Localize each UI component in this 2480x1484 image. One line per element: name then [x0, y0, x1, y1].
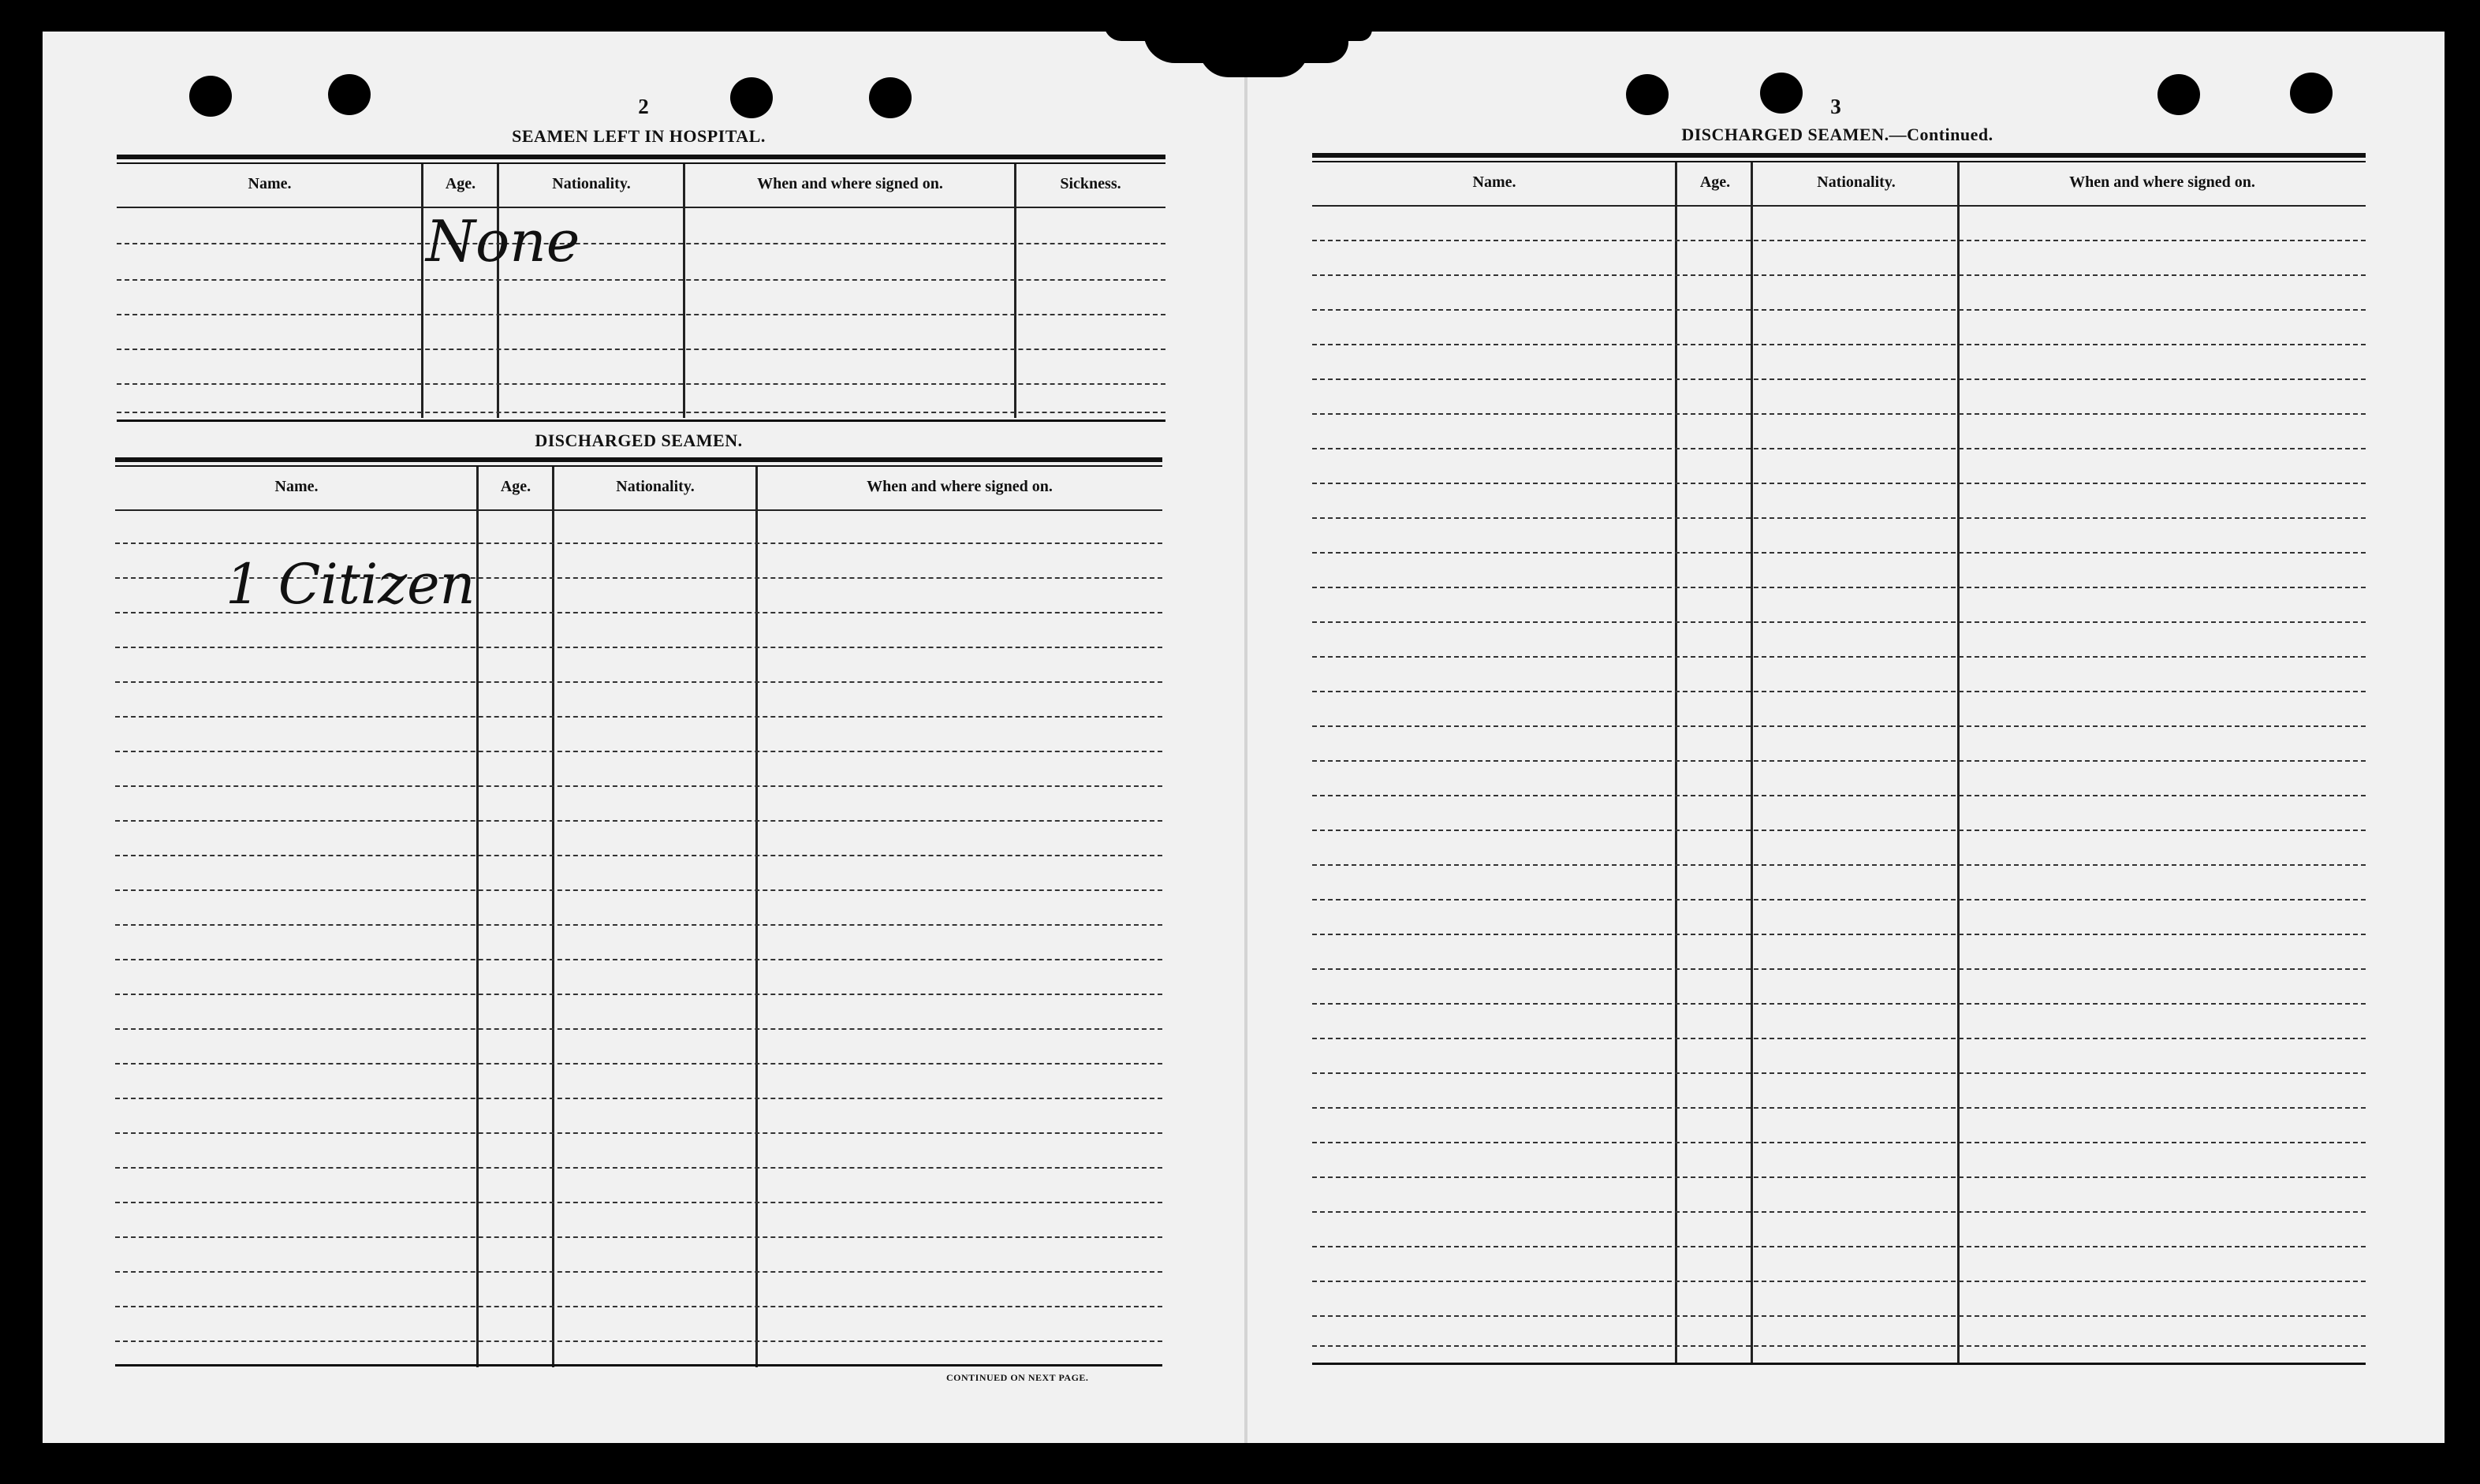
- table-row: [1312, 240, 2366, 241]
- table-row: [115, 1236, 1162, 1238]
- table-row: [1312, 760, 2366, 762]
- table-row: [115, 1028, 1162, 1030]
- column-header-signed-on: When and where signed on.: [867, 478, 1053, 495]
- table-row: [1312, 934, 2366, 935]
- table-row: [1312, 725, 2366, 727]
- table-row: [1312, 1211, 2366, 1213]
- column-header-age: Age.: [1699, 173, 1731, 191]
- table-row: [1312, 1003, 2366, 1005]
- table-row: [1312, 1315, 2366, 1317]
- torn-edge: [1199, 47, 1309, 77]
- table-row: [115, 751, 1162, 752]
- table-row: [115, 889, 1162, 891]
- table-row: [1312, 1246, 2366, 1247]
- table-row: [115, 1132, 1162, 1134]
- table-row: [115, 1063, 1162, 1065]
- table-row: [1312, 1107, 2366, 1109]
- binding-hole: [189, 76, 232, 117]
- table-row: [115, 543, 1162, 544]
- handwritten-none: None: [426, 208, 580, 274]
- table-row: [1312, 968, 2366, 970]
- column-header-name: Name.: [274, 478, 319, 495]
- table-row: [1312, 517, 2366, 519]
- table-row: [115, 1306, 1162, 1307]
- table-row: [1312, 344, 2366, 345]
- table-row: [1312, 483, 2366, 484]
- column-header-sickness: Sickness.: [1060, 175, 1121, 192]
- binding-hole: [869, 77, 912, 118]
- column-header-name: Name.: [248, 175, 292, 192]
- table-row: [117, 349, 1165, 350]
- table-row: [115, 1271, 1162, 1273]
- table-row: [115, 681, 1162, 683]
- table-row: [115, 820, 1162, 822]
- table-row: [115, 1202, 1162, 1203]
- table-row: [1312, 1072, 2366, 1074]
- table-row: [1312, 899, 2366, 900]
- hospital-table: [117, 155, 1165, 423]
- column-header-signed-on: When and where signed on.: [2069, 173, 2255, 191]
- binding-hole: [1626, 74, 1669, 115]
- table-row: [1312, 1142, 2366, 1143]
- table-row: [117, 412, 1165, 413]
- table-row: [1312, 1281, 2366, 1282]
- page-number: 2: [638, 95, 649, 118]
- page-number: 3: [1830, 95, 1841, 118]
- table-row: [117, 383, 1165, 385]
- table-row: [1312, 864, 2366, 866]
- discharged-continued-title: DISCHARGED SEAMEN.—Continued.: [1681, 125, 1993, 144]
- table-row: [115, 924, 1162, 926]
- table-row: [117, 314, 1165, 315]
- table-row: [115, 1167, 1162, 1169]
- table-row: [115, 855, 1162, 856]
- column-header-nationality: Nationality.: [1817, 173, 1896, 191]
- binding-hole: [328, 74, 371, 115]
- hospital-section-title: SEAMEN LEFT IN HOSPITAL.: [512, 126, 766, 146]
- table-row: [115, 785, 1162, 787]
- table-row: [117, 279, 1165, 281]
- binding-hole: [2157, 74, 2200, 115]
- table-row: [115, 647, 1162, 648]
- table-row: [115, 1340, 1162, 1342]
- table-row: [115, 1098, 1162, 1099]
- table-row: [1312, 587, 2366, 588]
- discharged-continued-table: [1312, 153, 2366, 1367]
- column-header-nationality: Nationality.: [616, 478, 695, 495]
- table-row: [115, 994, 1162, 995]
- table-row: [1312, 621, 2366, 623]
- column-header-nationality: Nationality.: [552, 175, 631, 192]
- table-row: [1312, 378, 2366, 380]
- table-row: [1312, 656, 2366, 658]
- table-row: [1312, 413, 2366, 415]
- handwritten-citizen: 1 Citizen: [226, 552, 475, 617]
- binding-hole: [2290, 73, 2333, 114]
- table-row: [1312, 274, 2366, 276]
- binding-hole: [730, 77, 773, 118]
- table-row: [115, 716, 1162, 718]
- column-header-signed-on: When and where signed on.: [757, 175, 943, 192]
- table-row: [117, 243, 1165, 244]
- table-row: [1312, 1038, 2366, 1039]
- page-fold: [1244, 32, 1247, 1443]
- discharged-section-title: DISCHARGED SEAMEN.: [535, 431, 743, 450]
- table-row: [1312, 448, 2366, 449]
- table-row: [1312, 691, 2366, 692]
- table-row: [1312, 552, 2366, 554]
- table-row: [115, 959, 1162, 960]
- continued-note: CONTINUED ON NEXT PAGE.: [946, 1372, 1089, 1383]
- table-row: [1312, 1176, 2366, 1178]
- column-header-name: Name.: [1472, 173, 1516, 191]
- column-header-age: Age.: [500, 478, 531, 495]
- table-row: [1312, 309, 2366, 311]
- table-row: [1312, 1345, 2366, 1347]
- binding-hole: [1760, 73, 1803, 114]
- table-row: [1312, 830, 2366, 831]
- table-row: [1312, 795, 2366, 796]
- column-header-age: Age.: [445, 175, 476, 192]
